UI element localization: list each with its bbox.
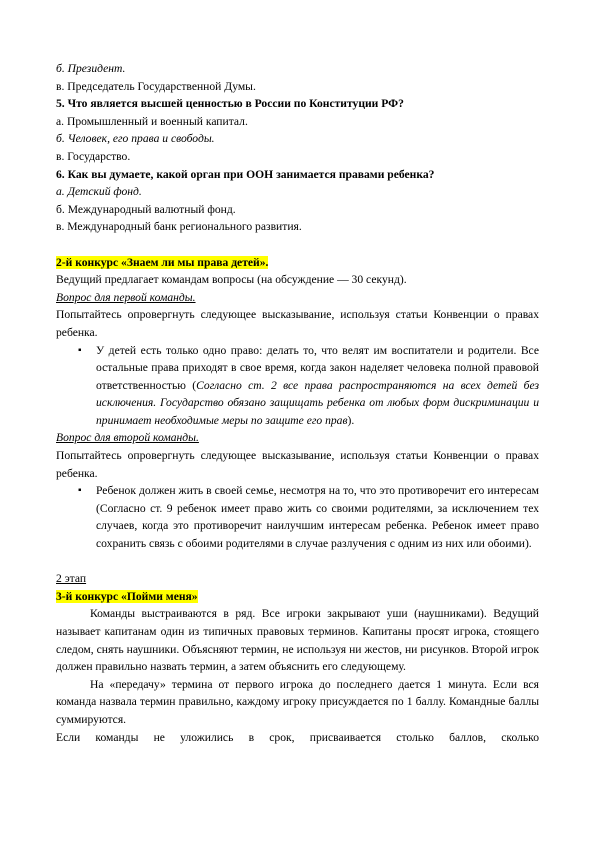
bullet-text	[96, 342, 539, 430]
bullet-item-second-team	[56, 482, 539, 552]
question-6: 6. Как вы думаете, какой орган при ООН занимается правами ребенка?	[56, 167, 435, 181]
question-first-team-heading: Вопрос для первой команды.	[56, 290, 196, 304]
bullet-icon: ▪	[78, 485, 82, 497]
answer-v-duma-chairman: в. Председатель Государственной Думы.	[56, 79, 256, 93]
statement-end: ).	[347, 413, 355, 427]
answer-b-human-rights: б. Человек, его права и свободы.	[56, 132, 215, 146]
answer-b-imf: б. Международный валютный фонд.	[56, 202, 236, 216]
bullet-text: Ребенок должен жить в своей семье, несмотря на то, что это противоречит его интересам (Согласно ст. 9 ребенок имеет право жить со своими родителями, за исключением тех случаев, когда это противоречит наилучшим интересам ребенка. Ребенок имеет право сохранить связь с обоими родителями в случае разлучения с одним из них или обоими).	[96, 484, 539, 551]
statement-text: У детей есть только одно право: делать то, что велят им воспитатели и родители. Все остальные права приходят в свое время, когда закон наделяет человека полной правовой ответственностью (	[96, 343, 539, 392]
contest-3-paragraph-1: Команды выстраиваются в ряд. Все игроки закрывают уши (наушниками). Ведущий называет капитанам один из типичных правовых терминов. Капитаны просят игрока, стоящего следом, снять наушники. Объясняют термин, не используя ни жестов, ни рисунков. Второй игрок должен правильно назвать термин, а затем объяснить его следующему.	[56, 607, 539, 674]
document-page	[56, 60, 539, 746]
bullet-item-first-team	[56, 342, 539, 430]
stage-label: 2 этап	[56, 572, 87, 586]
question-first-team-text: Попытайтесь опровергнуть следующее высказывание, используя статьи Конвенции о правах ребенка.	[56, 308, 539, 339]
contest-2-title: 2-й конкурс «Знаем ли мы права детей».	[56, 255, 269, 269]
contest-3-title-row	[56, 588, 539, 606]
contest-3-title: 3-й конкурс «Пойми меня»	[56, 589, 198, 603]
question-second-team-heading: Вопрос для второй команды.	[56, 431, 199, 445]
spacer	[56, 236, 539, 254]
contest-3-paragraph-3: Если команды не уложились в срок, присваивается столько баллов, сколько	[56, 730, 539, 744]
answer-a-capital: а. Промышленный и военный капитал.	[56, 114, 248, 128]
answer-v-regional-bank: в. Международный банк регионального развития.	[56, 220, 302, 234]
answer-v-state: в. Государство.	[56, 149, 131, 163]
contest-2-title-row	[56, 254, 539, 272]
question-second-team-text: Попытайтесь опровергнуть следующее высказывание, используя статьи Конвенции о правах ребенка.	[56, 449, 539, 480]
answer-a-children-fund: а. Детский фонд.	[56, 185, 142, 199]
contest-2-intro: Ведущий предлагает командам вопросы (на обсуждение — 30 секунд).	[56, 273, 407, 287]
contest-3-paragraph-2: На «передачу» термина от первого игрока до последнего дается 1 минута. Если вся команда назвала термин правильно, каждому игроку присуждается по 1 баллу. Командные баллы суммируются.	[56, 677, 539, 726]
answer-b-president: б. Президент.	[56, 62, 126, 75]
question-5: 5. Что является высшей ценностью в России по Конституции РФ?	[56, 97, 404, 111]
statement-answer-italic: Согласно ст. 2 все права распространяются на всех детей без исключения. Государство обязано защищать ребенка от любых форм дискриминации и принимает необходимые меры по защите его прав	[96, 378, 539, 427]
bullet-icon: ▪	[78, 344, 82, 356]
spacer	[56, 553, 539, 571]
